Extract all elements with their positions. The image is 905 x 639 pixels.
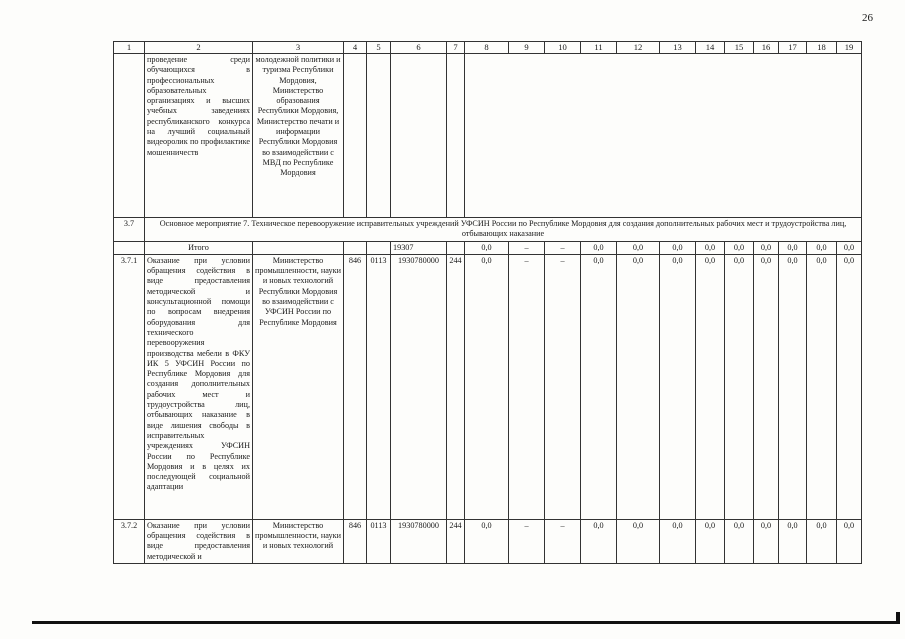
value-cell: 0113 — [367, 254, 391, 519]
executor-cell: Министерство промышленности, науки и новых технологий — [253, 519, 344, 563]
value-cell: 19307 — [391, 241, 447, 254]
value-cell: 244 — [447, 254, 465, 519]
row-number: 3.7.2 — [114, 519, 145, 563]
col-header: 5 — [367, 42, 391, 54]
activity-cell: Оказание при условии обращения содействия в виде предоставления методической и консультационной помощи по вопросам внедрения оборудования для технического перевооружения производства мебели в ФКУ ИК 5 УФСИН России по Республике Мордовия для создания дополнительных рабочих мест и трудоустройства лиц, отбывающих наказание в виде лишения свободы в исправительных учреждениях УФСИН России по Республике Мордовия и в целях их последующей социальной адаптации — [145, 254, 253, 519]
value-cell: – — [545, 241, 581, 254]
value-cell: 0,0 — [696, 241, 725, 254]
value-cell: 1930780000 — [391, 519, 447, 563]
value-cell: 0,0 — [837, 241, 862, 254]
col-header: 15 — [725, 42, 754, 54]
value-cell: 0,0 — [807, 254, 837, 519]
value-cell: 0,0 — [581, 519, 617, 563]
executor-cell: Министерство промышленности, науки и новых технологий Республики Мордовия во взаимодействии с УФСИН России по Республике Мордовия — [253, 254, 344, 519]
main-activity-title: Основное мероприятие 7. Техническое перевооружение исправительных учреждений УФСИН России по Республике Мордовия для создания дополнительных рабочих мест и трудоустройства лиц, отбывающих наказание — [145, 218, 862, 242]
value-cell: 0,0 — [807, 241, 837, 254]
col-header: 3 — [253, 42, 344, 54]
executor-cell: молодежной политики и туризма Республики Мордовия, Министерство образования Республики Мордовия, Министерство печати и информации Республики Мордовия во взаимодействии с МВД по Республике Мордовия — [253, 54, 344, 218]
col-header: 7 — [447, 42, 465, 54]
value-cell: 846 — [344, 519, 367, 563]
value-cell: 0,0 — [754, 254, 779, 519]
value-cell — [447, 241, 465, 254]
value-cell: 0,0 — [807, 519, 837, 563]
value-cell: 0,0 — [725, 519, 754, 563]
value-cell: 0,0 — [617, 519, 660, 563]
value-cell: 0,0 — [754, 241, 779, 254]
col-header: 12 — [617, 42, 660, 54]
value-cell: – — [545, 519, 581, 563]
row-number: 3.7.1 — [114, 254, 145, 519]
scan-edge-bar — [32, 621, 900, 624]
value-cell: 0,0 — [779, 254, 807, 519]
col-header: 1 — [114, 42, 145, 54]
continued-activity-row — [114, 54, 862, 218]
value-cell: – — [509, 519, 545, 563]
col-header: 16 — [754, 42, 779, 54]
col-header: 13 — [660, 42, 696, 54]
col-header: 9 — [509, 42, 545, 54]
col-header: 18 — [807, 42, 837, 54]
value-cell: 0,0 — [617, 241, 660, 254]
col-header: 11 — [581, 42, 617, 54]
total-row — [114, 241, 862, 254]
value-cell: 244 — [447, 519, 465, 563]
main-activity-row — [114, 218, 862, 242]
value-cell: 0,0 — [725, 254, 754, 519]
col-header: 6 — [391, 42, 447, 54]
value-cell: 0,0 — [696, 519, 725, 563]
value-cell: – — [545, 254, 581, 519]
table-row — [114, 254, 862, 519]
value-cell: 0,0 — [660, 254, 696, 519]
value-cell: 0,0 — [779, 519, 807, 563]
col-header: 14 — [696, 42, 725, 54]
value-cell: 0,0 — [465, 254, 509, 519]
value-cell: 0,0 — [660, 519, 696, 563]
total-label: Итого — [145, 241, 253, 254]
value-cell: 0,0 — [617, 254, 660, 519]
budget-table — [113, 41, 862, 564]
value-cell: 0,0 — [465, 241, 509, 254]
value-cell: 0,0 — [581, 254, 617, 519]
page-number: 26 — [862, 12, 873, 24]
value-cell: 0,0 — [660, 241, 696, 254]
col-header: 8 — [465, 42, 509, 54]
col-header: 4 — [344, 42, 367, 54]
scan-edge-mark — [896, 612, 900, 624]
table-row — [114, 519, 862, 563]
row-number: 3.7 — [114, 218, 145, 242]
value-cell: 0,0 — [779, 241, 807, 254]
value-cell: – — [509, 254, 545, 519]
column-number-header-row — [114, 42, 862, 54]
col-header: 10 — [545, 42, 581, 54]
value-cell: 0,0 — [754, 519, 779, 563]
col-header: 2 — [145, 42, 253, 54]
value-cell: 0,0 — [837, 254, 862, 519]
value-cell: 0,0 — [581, 241, 617, 254]
value-cell: 0,0 — [465, 519, 509, 563]
value-cell: – — [509, 241, 545, 254]
activity-cell: Оказание при условии обращения содействия в виде предоставления методической и — [145, 519, 253, 563]
value-cell: 0,0 — [725, 241, 754, 254]
value-cell: 0,0 — [837, 519, 862, 563]
value-cell — [367, 241, 391, 254]
value-cell: 846 — [344, 254, 367, 519]
activity-cell: проведение среди обучающихся в профессиональных образовательных организациях и высших учебных заведениях республиканского конкурса на лучший социальный видеоролик по профилактике мошенничеств — [145, 54, 253, 218]
value-cell: 0113 — [367, 519, 391, 563]
col-header: 19 — [837, 42, 862, 54]
value-cell: 0,0 — [696, 254, 725, 519]
value-cell: 1930780000 — [391, 254, 447, 519]
value-cell — [344, 241, 367, 254]
col-header: 17 — [779, 42, 807, 54]
